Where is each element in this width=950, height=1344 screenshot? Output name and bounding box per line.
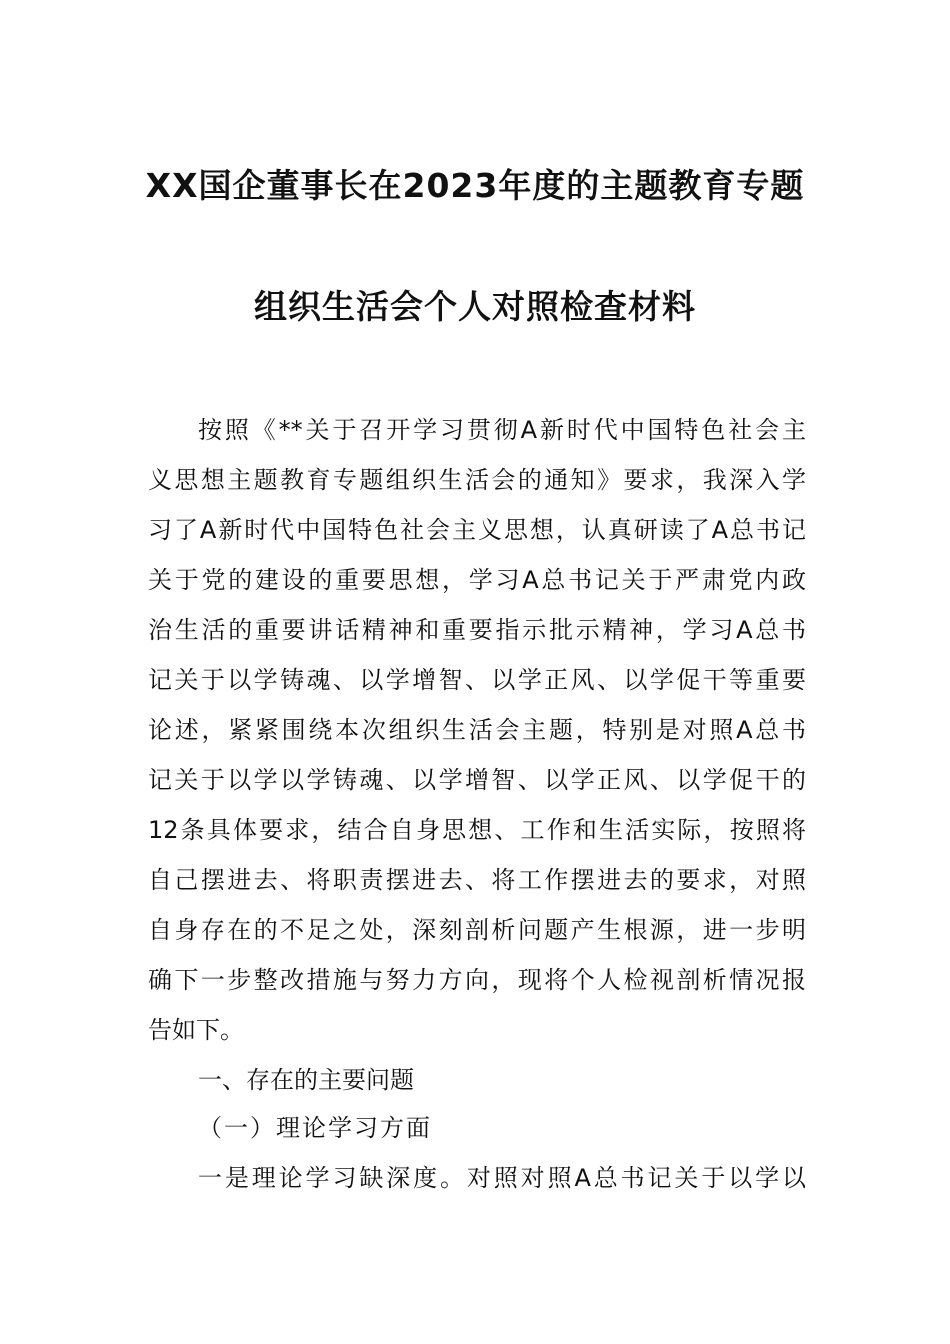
subsection-heading: （一）理论学习方面 <box>198 1114 432 1142</box>
document-title-line-2: 组织生活会个人对照检查材料 <box>254 287 696 326</box>
body-text-line: 告如下。 <box>148 1016 244 1044</box>
section-heading: 一、存在的主要问题 <box>198 1066 414 1094</box>
body-text-line: 自己摆进去、将职责摆进去、将工作摆进去的要求，对照 <box>148 866 806 894</box>
body-text-line: 关于党的建设的重要思想，学习A总书记关于严肃党内政 <box>148 566 806 594</box>
body-text-line: 论述，紧紧围绕本次组织生活会主题，特别是对照A总书 <box>148 716 806 744</box>
body-text-line: 治生活的重要讲话精神和重要指示批示精神，学习A总书 <box>148 616 806 644</box>
body-text-line: 一是理论学习缺深度。对照对照A总书记关于以学以 <box>198 1164 806 1192</box>
body-text-line: 确下一步整改措施与努力方向，现将个人检视剖析情况报 <box>148 966 806 994</box>
body-text-line: 按照《**关于召开学习贯彻A新时代中国特色社会主 <box>198 416 806 444</box>
body-text-line: 习了A新时代中国特色社会主义思想，认真研读了A总书记 <box>148 516 806 544</box>
body-text-line: 自身存在的不足之处，深刻剖析问题产生根源，进一步明 <box>148 916 806 944</box>
body-text-line: 义思想主题教育专题组织生活会的通知》要求，我深入学 <box>148 466 806 494</box>
body-text-line: 记关于以学铸魂、以学增智、以学正风、以学促干等重要 <box>148 666 806 694</box>
document-title-line-1: XX国企董事长在2023年度的主题教育专题 <box>145 166 805 205</box>
body-text-line: 记关于以学以学铸魂、以学增智、以学正风、以学促干的 <box>148 766 806 794</box>
body-text-line: 12条具体要求，结合自身思想、工作和生活实际，按照将 <box>148 816 806 844</box>
